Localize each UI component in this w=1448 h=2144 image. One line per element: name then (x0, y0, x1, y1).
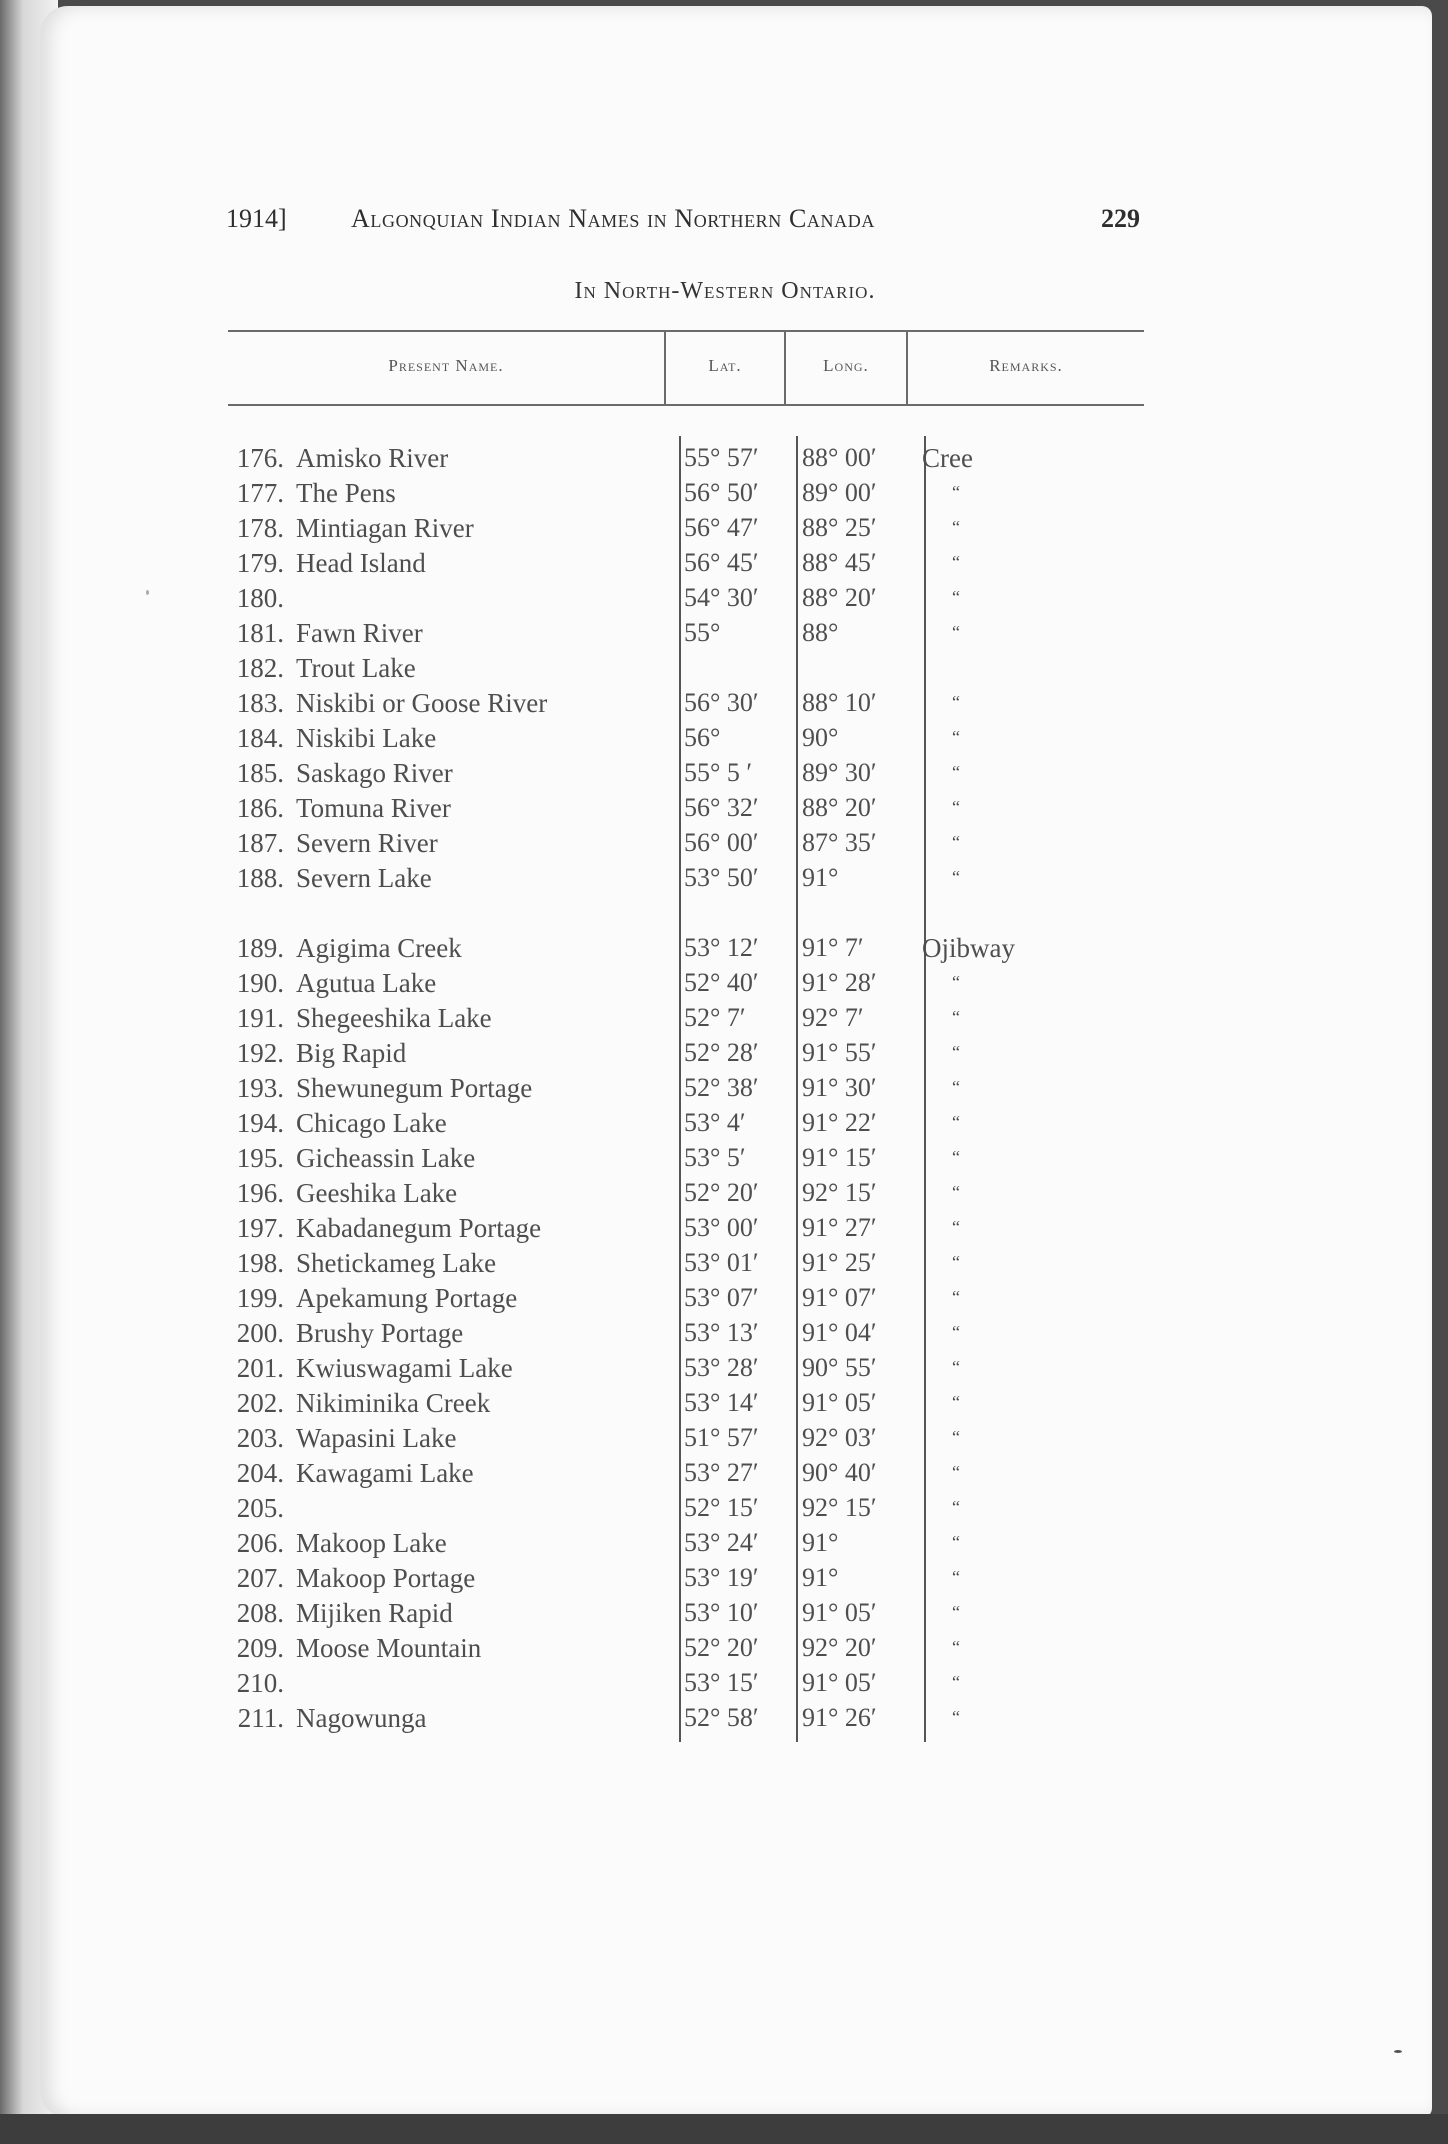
table-row (228, 968, 1144, 1002)
column-header-lat: Lat. (708, 356, 742, 375)
place-name: Nikiminika Creek (296, 1388, 491, 1418)
place-name: Brushy Portage (296, 1318, 464, 1348)
longitude: 91° 26′ (802, 1703, 877, 1732)
table-row (228, 1248, 1144, 1282)
remarks: “ (952, 692, 960, 712)
entry-number: 211. (237, 1703, 284, 1733)
entry-number: 187. (236, 828, 284, 858)
entry-number: 180. (236, 583, 284, 613)
latitude: 53° 13′ (684, 1318, 759, 1347)
table-row (228, 1563, 1144, 1597)
table-row (228, 653, 1144, 687)
running-head (226, 204, 1146, 244)
table-row (228, 1143, 1144, 1177)
table-row (228, 1633, 1144, 1667)
entry-number: 182. (236, 653, 284, 683)
table-row (228, 583, 1144, 617)
place-name: Trout Lake (296, 653, 416, 683)
entry-number: 186. (236, 793, 284, 823)
entry-number: 192. (236, 1038, 284, 1068)
place-name: Mijiken Rapid (296, 1598, 453, 1628)
entry-number: 200. (236, 1318, 284, 1348)
latitude: 56° 32′ (684, 793, 759, 822)
longitude: 92° 20′ (802, 1633, 877, 1662)
latitude: 53° 28′ (684, 1353, 759, 1382)
remarks: “ (952, 972, 960, 992)
longitude: 91° 25′ (802, 1248, 877, 1277)
latitude: 54° 30′ (684, 583, 759, 612)
table-row (228, 793, 1144, 827)
remarks: “ (952, 1707, 960, 1727)
latitude: 52° 38′ (684, 1073, 759, 1102)
entry-number: 184. (236, 723, 284, 753)
entry-number: 201. (236, 1353, 284, 1383)
latitude: 52° 20′ (684, 1633, 759, 1662)
remarks: “ (952, 1287, 960, 1307)
entry-number: 198. (236, 1248, 284, 1278)
latitude: 56° 00′ (684, 828, 759, 857)
place-name: Moose Mountain (296, 1633, 482, 1663)
entry-number: 196. (236, 1178, 284, 1208)
remarks: “ (952, 1357, 960, 1377)
longitude: 92° 7′ (802, 1003, 864, 1032)
longitude: 88° 10′ (802, 688, 877, 717)
table-row (228, 688, 1144, 722)
remarks: Ojibway (922, 933, 1015, 963)
entry-number: 191. (236, 1003, 284, 1033)
latitude: 53° 07′ (684, 1283, 759, 1312)
place-name: Kabadanegum Portage (296, 1213, 542, 1243)
table-row (228, 723, 1144, 757)
longitude: 91° (802, 1563, 839, 1592)
place-name: Severn River (296, 828, 438, 858)
place-name: Chicago Lake (296, 1108, 447, 1138)
remarks: “ (952, 1077, 960, 1097)
latitude: 53° 00′ (684, 1213, 759, 1242)
latitude: 55° 5 ′ (684, 758, 753, 787)
place-name: Shetickameg Lake (296, 1248, 497, 1278)
place-name: Severn Lake (296, 863, 432, 893)
latitude: 53° 19′ (684, 1563, 759, 1592)
longitude: 88° 25′ (802, 513, 877, 542)
longitude: 92° 03′ (802, 1423, 877, 1452)
remarks: “ (952, 1462, 960, 1482)
header-divider-2 (784, 332, 786, 406)
latitude: 51° 57′ (684, 1423, 759, 1452)
place-name: Amisko River (296, 443, 449, 473)
latitude: 52° 40′ (684, 968, 759, 997)
longitude: 89° 30′ (802, 758, 877, 787)
longitude: 91° 27′ (802, 1213, 877, 1242)
table-row (228, 443, 1144, 477)
latitude: 53° 12′ (684, 933, 759, 962)
longitude: 90° 55′ (802, 1353, 877, 1382)
longitude: 91° 04′ (802, 1318, 877, 1347)
place-name: Gicheassin Lake (296, 1143, 476, 1173)
running-head-title: Algonquian Indian Names in Northern Canada (351, 204, 875, 233)
longitude: 91° 05′ (802, 1388, 877, 1417)
longitude: 88° 00′ (802, 443, 877, 472)
table-row (228, 1353, 1144, 1387)
place-name: Saskago River (296, 758, 453, 788)
entry-number: 176. (236, 443, 284, 473)
entry-number: 207. (236, 1563, 284, 1593)
latitude: 55° (684, 618, 721, 647)
table-row (228, 1073, 1144, 1107)
table-row (228, 1458, 1144, 1492)
latitude: 53° 50′ (684, 863, 759, 892)
place-name: Agutua Lake (296, 968, 437, 998)
entry-number: 204. (236, 1458, 284, 1488)
place-name: Makoop Portage (296, 1563, 476, 1593)
latitude: 53° 15′ (684, 1668, 759, 1697)
table-row (228, 478, 1144, 512)
entry-number: 185. (236, 758, 284, 788)
table-top-rule (228, 330, 1144, 332)
section-subtitle: In North-Western Ontario. (574, 278, 876, 304)
remarks: Cree (922, 443, 973, 473)
table-row (228, 828, 1144, 862)
longitude: 91° 7′ (802, 933, 864, 962)
longitude: 91° (802, 863, 839, 892)
remarks: “ (952, 1567, 960, 1587)
table-row (228, 513, 1144, 547)
remarks: “ (952, 517, 960, 537)
remarks: “ (952, 1672, 960, 1692)
column-header-long: Long. (823, 356, 869, 375)
place-name: The Pens (296, 478, 396, 508)
table-row (228, 1528, 1144, 1562)
latitude: 56° 30′ (684, 688, 759, 717)
remarks: “ (952, 797, 960, 817)
remarks: “ (952, 1217, 960, 1237)
entry-number: 206. (236, 1528, 284, 1558)
entry-number: 199. (236, 1283, 284, 1313)
scan-bottom-edge (0, 2114, 1448, 2144)
latitude: 53° 27′ (684, 1458, 759, 1487)
place-name: Wapasini Lake (296, 1423, 457, 1453)
place-name: Big Rapid (296, 1038, 407, 1068)
table-row (228, 1703, 1144, 1737)
remarks: “ (952, 762, 960, 782)
longitude: 92° 15′ (802, 1178, 877, 1207)
remarks: “ (952, 622, 960, 642)
latitude: 52° 15′ (684, 1493, 759, 1522)
latitude: 56° 47′ (684, 513, 759, 542)
entry-number: 194. (236, 1108, 284, 1138)
latitude: 53° 24′ (684, 1528, 759, 1557)
longitude: 88° (802, 618, 839, 647)
longitude: 91° 07′ (802, 1283, 877, 1312)
latitude: 53° 10′ (684, 1598, 759, 1627)
entry-number: 181. (236, 618, 284, 648)
longitude: 91° 55′ (802, 1038, 877, 1067)
latitude: 53° 14′ (684, 1388, 759, 1417)
table-row (228, 1598, 1144, 1632)
entry-number: 177. (236, 478, 284, 508)
table-row (228, 618, 1144, 652)
scan-speck (146, 590, 149, 595)
table-row (228, 1423, 1144, 1457)
remarks: “ (952, 1112, 960, 1132)
latitude: 52° 20′ (684, 1178, 759, 1207)
latitude: 56° (684, 723, 721, 752)
entry-number: 203. (236, 1423, 284, 1453)
latitude: 53° 5′ (684, 1143, 746, 1172)
place-name: Niskibi or Goose River (296, 688, 548, 718)
place-name: Nagowunga (296, 1703, 427, 1733)
longitude: 91° 05′ (802, 1598, 877, 1627)
table-header-rule (228, 404, 1144, 406)
table-row (228, 863, 1144, 897)
remarks: “ (952, 867, 960, 887)
place-name: Shewunegum Portage (296, 1073, 533, 1103)
entry-number: 195. (236, 1143, 284, 1173)
entry-number: 178. (236, 513, 284, 543)
remarks: “ (952, 1042, 960, 1062)
longitude: 92° 15′ (802, 1493, 877, 1522)
place-name: Niskibi Lake (296, 723, 437, 753)
entry-number: 202. (236, 1388, 284, 1418)
remarks: “ (952, 1392, 960, 1412)
table-row (228, 1283, 1144, 1317)
remarks: “ (952, 1252, 960, 1272)
remarks: “ (952, 1182, 960, 1202)
latitude: 56° 45′ (684, 548, 759, 577)
entry-number: 189. (236, 933, 284, 963)
entry-number: 193. (236, 1073, 284, 1103)
place-name: Makoop Lake (296, 1528, 447, 1558)
page-number: 229 (1101, 204, 1140, 233)
place-name: Geeshika Lake (296, 1178, 458, 1208)
longitude: 91° 30′ (802, 1073, 877, 1102)
longitude: 91° 15′ (802, 1143, 877, 1172)
remarks: “ (952, 1497, 960, 1517)
place-name: Apekamung Portage (296, 1283, 518, 1313)
entry-number: 205. (236, 1493, 284, 1523)
longitude: 91° 05′ (802, 1668, 877, 1697)
longitude: 90° 40′ (802, 1458, 877, 1487)
place-name: Fawn River (296, 618, 423, 648)
place-name: Kwiuswagami Lake (296, 1353, 513, 1383)
header-divider-3 (906, 332, 908, 406)
latitude: 56° 50′ (684, 478, 759, 507)
latitude: 52° 7′ (684, 1003, 746, 1032)
longitude: 91° 28′ (802, 968, 877, 997)
place-name: Mintiagan River (296, 513, 474, 543)
column-header-remarks: Remarks. (989, 356, 1063, 375)
remarks: “ (952, 552, 960, 572)
scan-speck (1394, 2050, 1402, 2053)
latitude: 52° 28′ (684, 1038, 759, 1067)
table-row (228, 1038, 1144, 1072)
latitude: 53° 4′ (684, 1108, 746, 1137)
longitude: 88° 20′ (802, 793, 877, 822)
table-row (228, 1318, 1144, 1352)
entry-number: 210. (236, 1668, 284, 1698)
entry-number: 197. (236, 1213, 284, 1243)
remarks: “ (952, 1147, 960, 1167)
table-row (228, 1003, 1144, 1037)
longitude: 87° 35′ (802, 828, 877, 857)
table-row (228, 1108, 1144, 1142)
remarks: “ (952, 1427, 960, 1447)
table-row (228, 1178, 1144, 1212)
longitude: 88° 45′ (802, 548, 877, 577)
latitude: 52° 58′ (684, 1703, 759, 1732)
table-row (228, 1388, 1144, 1422)
place-name: Head Island (296, 548, 426, 578)
column-header-present-name: Present Name. (388, 356, 504, 375)
longitude: 91° 22′ (802, 1108, 877, 1137)
entry-number: 188. (236, 863, 284, 893)
entry-number: 179. (236, 548, 284, 578)
place-name: Kawagami Lake (296, 1458, 474, 1488)
entry-number: 209. (236, 1633, 284, 1663)
place-name: Tomuna River (296, 793, 451, 823)
table-row (228, 758, 1144, 792)
remarks: “ (952, 1007, 960, 1027)
table-row (228, 1493, 1144, 1527)
entry-number: 190. (236, 968, 284, 998)
header-divider-1 (664, 332, 666, 406)
latitude: 53° 01′ (684, 1248, 759, 1277)
remarks: “ (952, 727, 960, 747)
entry-number: 208. (236, 1598, 284, 1628)
table-row (228, 1213, 1144, 1247)
remarks: “ (952, 1637, 960, 1657)
table-row (228, 933, 1144, 967)
longitude: 91° (802, 1528, 839, 1557)
place-name: Agigima Creek (296, 933, 462, 963)
remarks: “ (952, 482, 960, 502)
place-name: Shegeeshika Lake (296, 1003, 492, 1033)
remarks: “ (952, 587, 960, 607)
remarks: “ (952, 1532, 960, 1552)
running-head-year: 1914] (226, 204, 287, 233)
latitude: 55° 57′ (684, 443, 759, 472)
longitude: 88° 20′ (802, 583, 877, 612)
table-row (228, 548, 1144, 582)
entry-number: 183. (236, 688, 284, 718)
remarks: “ (952, 832, 960, 852)
remarks: “ (952, 1322, 960, 1342)
longitude: 90° (802, 723, 839, 752)
remarks: “ (952, 1602, 960, 1622)
longitude: 89° 00′ (802, 478, 877, 507)
table-row (228, 1668, 1144, 1702)
